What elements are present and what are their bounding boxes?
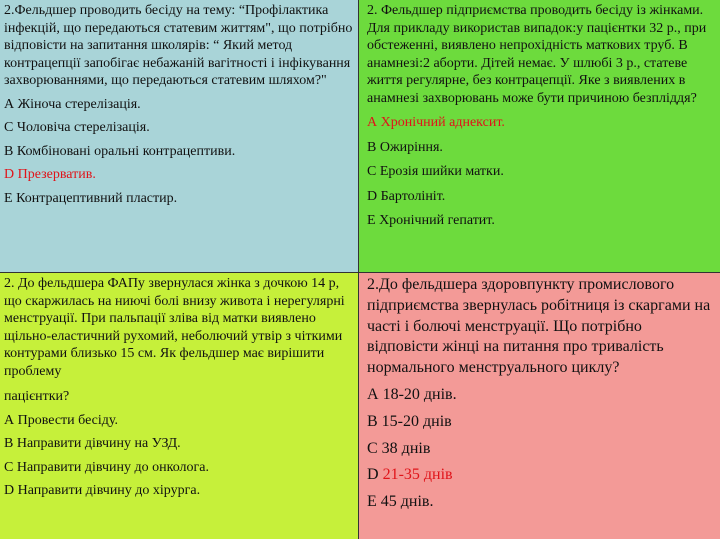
option-b[interactable] — [4, 435, 354, 453]
option-text: 21-35 днів — [378, 466, 453, 484]
option-d-correct[interactable] — [4, 166, 354, 184]
option-text: Презерватив. — [14, 167, 96, 182]
option-text: Хронічний гепатит. — [375, 213, 495, 228]
option-text: Бартолініт. — [377, 188, 446, 204]
options-list — [4, 96, 354, 208]
option-letter: Е — [4, 190, 13, 206]
option-letter: А — [367, 385, 379, 403]
option-text: Ожиріння. — [376, 139, 443, 155]
option-text: Направити дівчину на УЗД. — [13, 436, 181, 451]
option-letter: С — [367, 164, 377, 179]
option-text: Направити дівчину до хірурга. — [14, 483, 201, 498]
options-list — [367, 385, 716, 513]
option-letter: А — [4, 412, 15, 428]
option-e[interactable] — [367, 212, 716, 230]
option-b[interactable] — [4, 143, 354, 161]
option-d-correct[interactable] — [367, 465, 716, 486]
option-e[interactable] — [367, 492, 716, 513]
question-card-3 — [0, 273, 359, 539]
option-letter: С — [4, 459, 14, 475]
option-text: Направити дівчину до онколога. — [13, 459, 209, 475]
question-text: 2. Фельдшер підприємства проводить бесіду із жінками. Для прикладу використав випадок:у пацієнтки 32 р., при обстеженні, виявлено непрохідність маткових труб. В анамнезі:2 аборти. Дітей немає. У шлюбі 3 р., статеве життя регулярне, без контрацепції. Яке з виявлених в анамнезі захворювань може бути причиною безпліддя? — [367, 3, 707, 106]
option-b[interactable] — [367, 139, 716, 157]
option-text: Чоловіча стерелізація. — [13, 120, 150, 135]
option-text: 18-20 днів. — [378, 385, 457, 403]
option-a[interactable] — [4, 412, 354, 430]
option-a[interactable] — [367, 385, 716, 406]
option-letter: D — [4, 483, 15, 498]
option-c[interactable] — [367, 439, 716, 460]
option-c[interactable] — [367, 163, 716, 181]
option-letter: В — [4, 143, 14, 159]
option-text: Провести бесіду. — [14, 412, 118, 428]
option-letter: В — [4, 436, 14, 451]
option-letter: D — [4, 167, 15, 182]
option-text: Комбіновані оральні контрацептиви. — [13, 143, 236, 159]
option-d[interactable] — [367, 188, 716, 206]
question-text-tail: пацієнтки? — [4, 389, 70, 404]
question-text: 2. До фельдшера ФАПу звернулася жінка з дочкою 14 р, що скаржилась на ниючі болі внизу живота і нерегулярні менструації. При пальпації зліва від матки виявлено щільно-еластичний рухомий, неболючий утвір з чіткими контурами близько 15 см. Як фельдшер має вирішити проблему — [4, 276, 345, 379]
question-card-1 — [0, 0, 359, 273]
option-d[interactable] — [4, 482, 354, 500]
option-text: Контрацептивний пластир. — [12, 190, 178, 206]
option-c[interactable] — [4, 459, 354, 477]
option-letter: А — [367, 115, 378, 130]
option-text: Хронічний аднексит. — [377, 115, 505, 130]
question-text: 2.Фельдшер проводить бесіду на тему: “Профілактика інфекцій, що передаються статевим життям", що потрібно відповісти на запитання школярів: “ Який метод контрацепції запобігає небажаній вагітності і інфікування захворюваннями, що передаються статевим шляхом?" — [4, 3, 353, 88]
option-letter: Е — [367, 213, 376, 228]
option-text: 38 днів — [377, 439, 431, 457]
option-b[interactable] — [367, 412, 716, 433]
option-text: Жіноча стерелізація. — [14, 96, 141, 112]
option-text: 45 днів. — [376, 493, 434, 511]
option-a-correct[interactable] — [367, 114, 716, 132]
question-card-2 — [359, 0, 720, 273]
option-text: Ерозія шийки матки. — [376, 164, 504, 179]
option-letter: D — [367, 188, 378, 204]
option-letter: В — [367, 139, 377, 155]
option-letter: А — [4, 96, 15, 112]
options-list — [4, 412, 354, 500]
option-a[interactable] — [4, 96, 354, 114]
options-list — [367, 114, 716, 230]
option-letter: Е — [367, 493, 377, 511]
option-letter: С — [367, 439, 378, 457]
option-e[interactable] — [4, 190, 354, 208]
option-letter: D — [367, 466, 379, 484]
option-letter: В — [367, 412, 378, 430]
option-text: 15-20 днів — [377, 412, 452, 430]
option-letter: С — [4, 120, 14, 135]
question-text: 2.До фельдшера здоровпункту промислового підприємства звернулась робітниця із скаргами на часті і болючі менструації. Що потрібно відповісти жінці на питання про тривалість нормального менструального циклу? — [367, 276, 711, 377]
option-c[interactable] — [4, 119, 354, 137]
question-card-4 — [359, 273, 720, 539]
